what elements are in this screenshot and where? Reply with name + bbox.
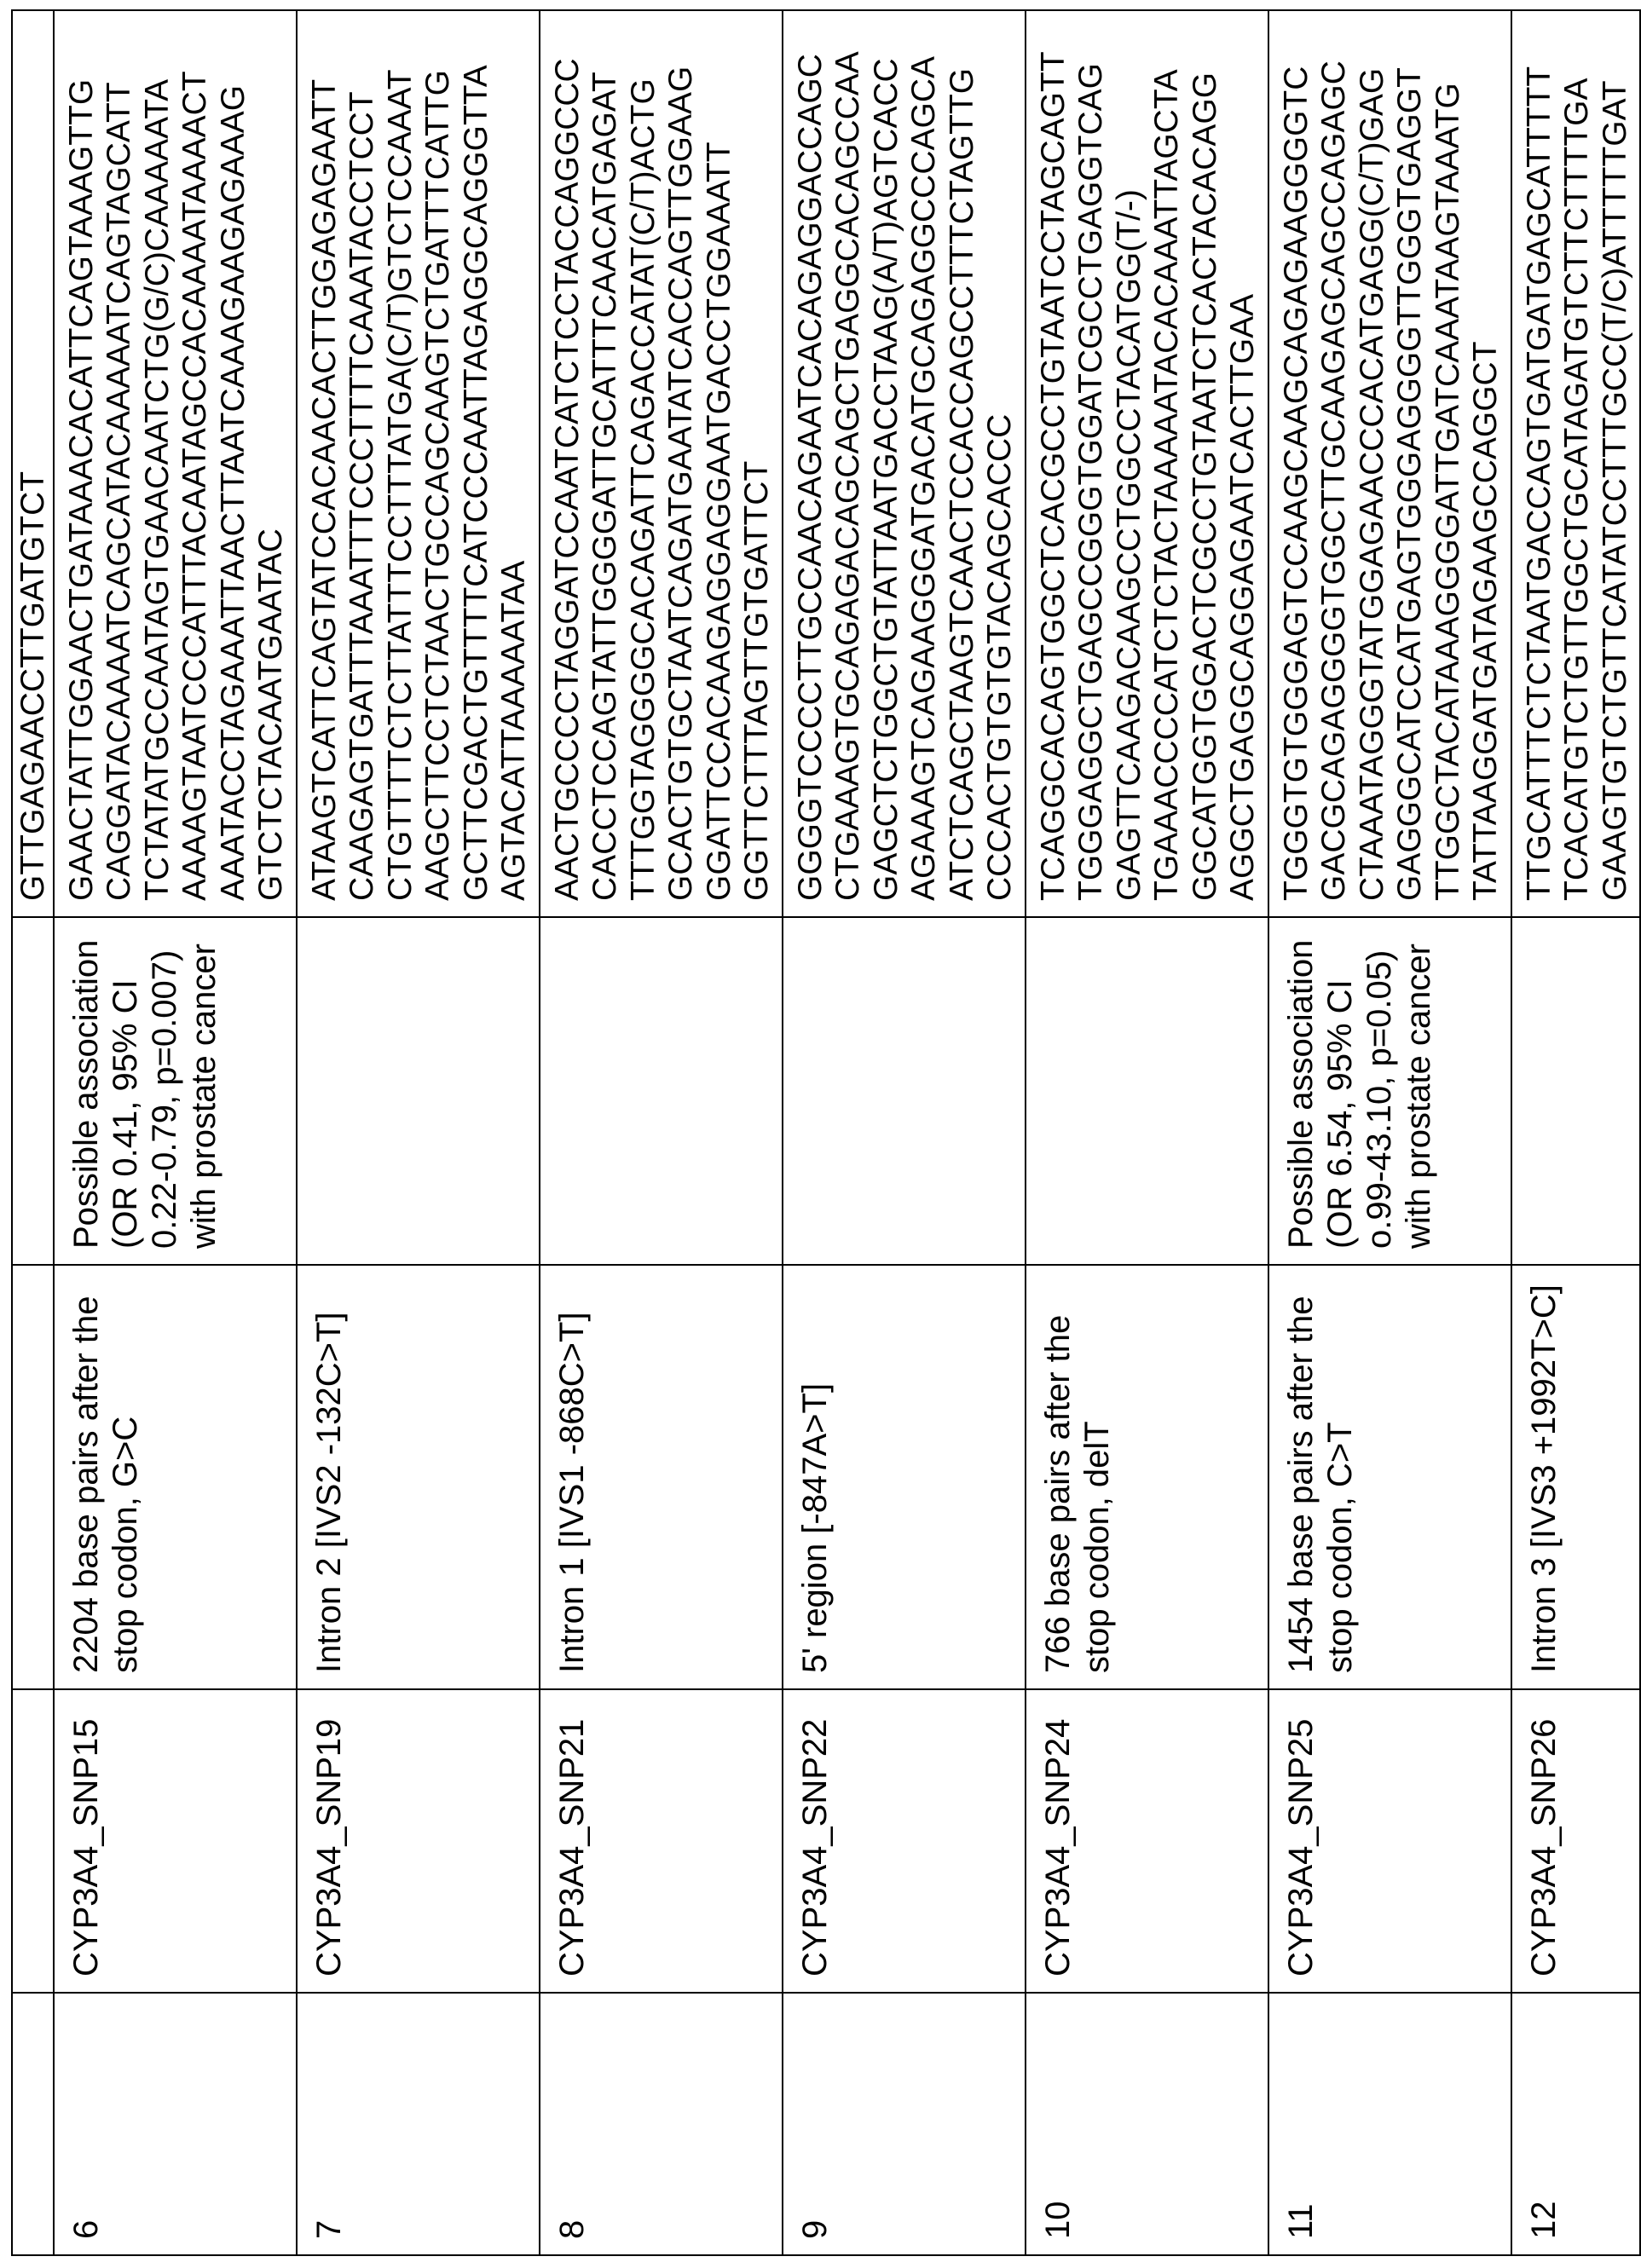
cell-number (12, 1993, 54, 2255)
cell-snp: CYP3A4_SNP24 (1026, 1689, 1268, 1993)
table-row (540, 10, 783, 2255)
cell-location: 5' region [-847A>T] (783, 1265, 1026, 1689)
cell-number: 7 (297, 1993, 540, 2255)
cell-association: Possible association (OR 0.41, 95% CI 0.22-0.79, p=0.007) with prostate cancer (54, 917, 297, 1265)
cell-location: Intron 1 [IVS1 -868C>T] (540, 1265, 783, 1689)
cell-sequence: ATAAGTCATTCAGTATCCACAACACTTGGAGAGAATT CAAGAGTGATTTAAATTTCCCTTTTCAAATACCTCCT CTGTTTTCTCTTATTTCCTTTATGA(C/T)GTCTCCAAAT AAGCTTCCTCTAACTGCCAGCAAGTCTGATTTCATTG GCTTCGACTGTTTTCATCCCAATTAGAGGCAGGGTTA AGTACATTAAAAATAA (297, 10, 540, 917)
cell-association (783, 917, 1026, 1265)
table-row (783, 10, 1026, 2255)
table-row (297, 10, 540, 2255)
cell-association (540, 917, 783, 1265)
snp-table (11, 9, 1641, 2256)
cell-number: 9 (783, 1993, 1026, 2255)
cell-association (12, 917, 54, 1265)
cell-association (1511, 917, 1641, 1265)
cell-sequence: GTTGAGAACCTTGATGTCT (12, 10, 54, 917)
table-row (1026, 10, 1268, 2255)
cell-snp: CYP3A4_SNP22 (783, 1689, 1026, 1993)
cell-snp: CYP3A4_SNP19 (297, 1689, 540, 1993)
cell-association: Possible association (OR 6.54, 95% CI o.99-43.10, p=0.05) with prostate cancer (1268, 917, 1511, 1265)
cell-sequence: TTGCATTTCTCTAATGACCAGTGATGATGAGCATTTTT TCACATGTCTGTTGGCTGCATAGATGTCTTCTTTTGA GAAGTGTCTGTTCATATCCTTTGCC(T/C)ATTTTTGAT (1511, 10, 1641, 917)
cell-sequence: GGGGTCCCCTTGCCAACAGAATCACAGAGGACCAGC CTGAAAGTGCAGAGACAGCAGCTGAGGCACAGCCAA GAGCTCTGGCTGTATTAATGACCTAAG(A/T)AGTCACC AGAAAGTCAGAAGGGATGACATGCAGAGGCCCAGCA ATCTCAGCTAAGTCAACTCCACCAGCCTTTCTAGTTG CCCACTGTGTGTACAGCACCC (783, 10, 1026, 917)
table-row-partial (12, 10, 54, 2255)
table-row (1268, 10, 1511, 2255)
cell-location: 766 base pairs after the stop codon, delT (1026, 1265, 1268, 1689)
cell-sequence: TGGGTGTGGGAGTCCAAGCAAGCAGAGAAGGGGTC GACGCAGAGGGGTGGCTTGCAAGAGCAGCCAGAGC CTAAATAGGGTATGGAGAACCCACATGAGG(C/T)GAG GAGGGCATCCATGAGTGGGAGGGGTTGGGTGAGGT TTGGCTACATAAAGGGGATTGATCAAATAAGTAAATG TATTAAGGATGATAGAAGCCAGGCT (1268, 10, 1511, 917)
cell-number: 8 (540, 1993, 783, 2255)
cell-snp: CYP3A4_SNP26 (1511, 1689, 1641, 1993)
cell-association (1026, 917, 1268, 1265)
cell-snp: CYP3A4_SNP25 (1268, 1689, 1511, 1993)
cell-snp: CYP3A4_SNP15 (54, 1689, 297, 1993)
table-row (54, 10, 297, 2255)
table-row (1511, 10, 1641, 2255)
cell-number: 12 (1511, 1993, 1641, 2255)
cell-sequence: TCAGGCACAGTGGCTCACGCCTGTAATCCTAGCAGTT TGGGAGGCTGAGCCGGGTGGATCGCCTGAGGTCAG GAGTTCAAGACAAGCCTGGCCTACATGG(T/-) TGAAACCCCATCTCTACTAAAAATACACAAATTAGCTA GGCATGGTGGACTCGCCTGTAATCTCACTACACAGG AGGCTGAGGCAGGAGAATCACTTGAA (1026, 10, 1268, 917)
cell-number: 11 (1268, 1993, 1511, 2255)
cell-association (297, 917, 540, 1265)
cell-location: Intron 3 [IVS3 +1992T>C] (1511, 1265, 1641, 1689)
cell-sequence: GAACTATTGGAACTGATAAACACATTCAGTAAAGTTG CAGGATACAAAATCAGCATACAAAAATCAGTAGCATT TCTATATGCCAATAGTGAACAATCTG(G/C)CAAAAATA AAAAGTAATCCCATTTACAATAGCCACAAAATAAAACT AAATACCTAGAAATTAACTTAATCAAAGAAGAGAAAG GTCTCTACAATGAATAC (54, 10, 297, 917)
cell-snp: CYP3A4_SNP21 (540, 1689, 783, 1993)
cell-location: 2204 base pairs after the stop codon, G>C (54, 1265, 297, 1689)
cell-number: 10 (1026, 1993, 1268, 2255)
cell-number: 6 (54, 1993, 297, 2255)
cell-location: 1454 base pairs after the stop codon, C>T (1268, 1265, 1511, 1689)
cell-snp (12, 1689, 54, 1993)
cell-location: Intron 2 [IVS2 -132C>T] (297, 1265, 540, 1689)
cell-location (12, 1265, 54, 1689)
cell-sequence: AACTGCCCCTAGGATCCAATCATCTCCTACCAGGCCC CACCTCCAGTATTGGGGATTGCATTTCAACATGAGAT TTTGGTAGGGGCACAGATTCAGACCATAT(C/T)ACTG GCACTGTGCTAATCAGATGAATATCACCAGTTGGAAG GGATTCCACAAGAGGAGGAATGACCTGGAAATT GGTTCTTTAGTTGTGATTCT (540, 10, 783, 917)
